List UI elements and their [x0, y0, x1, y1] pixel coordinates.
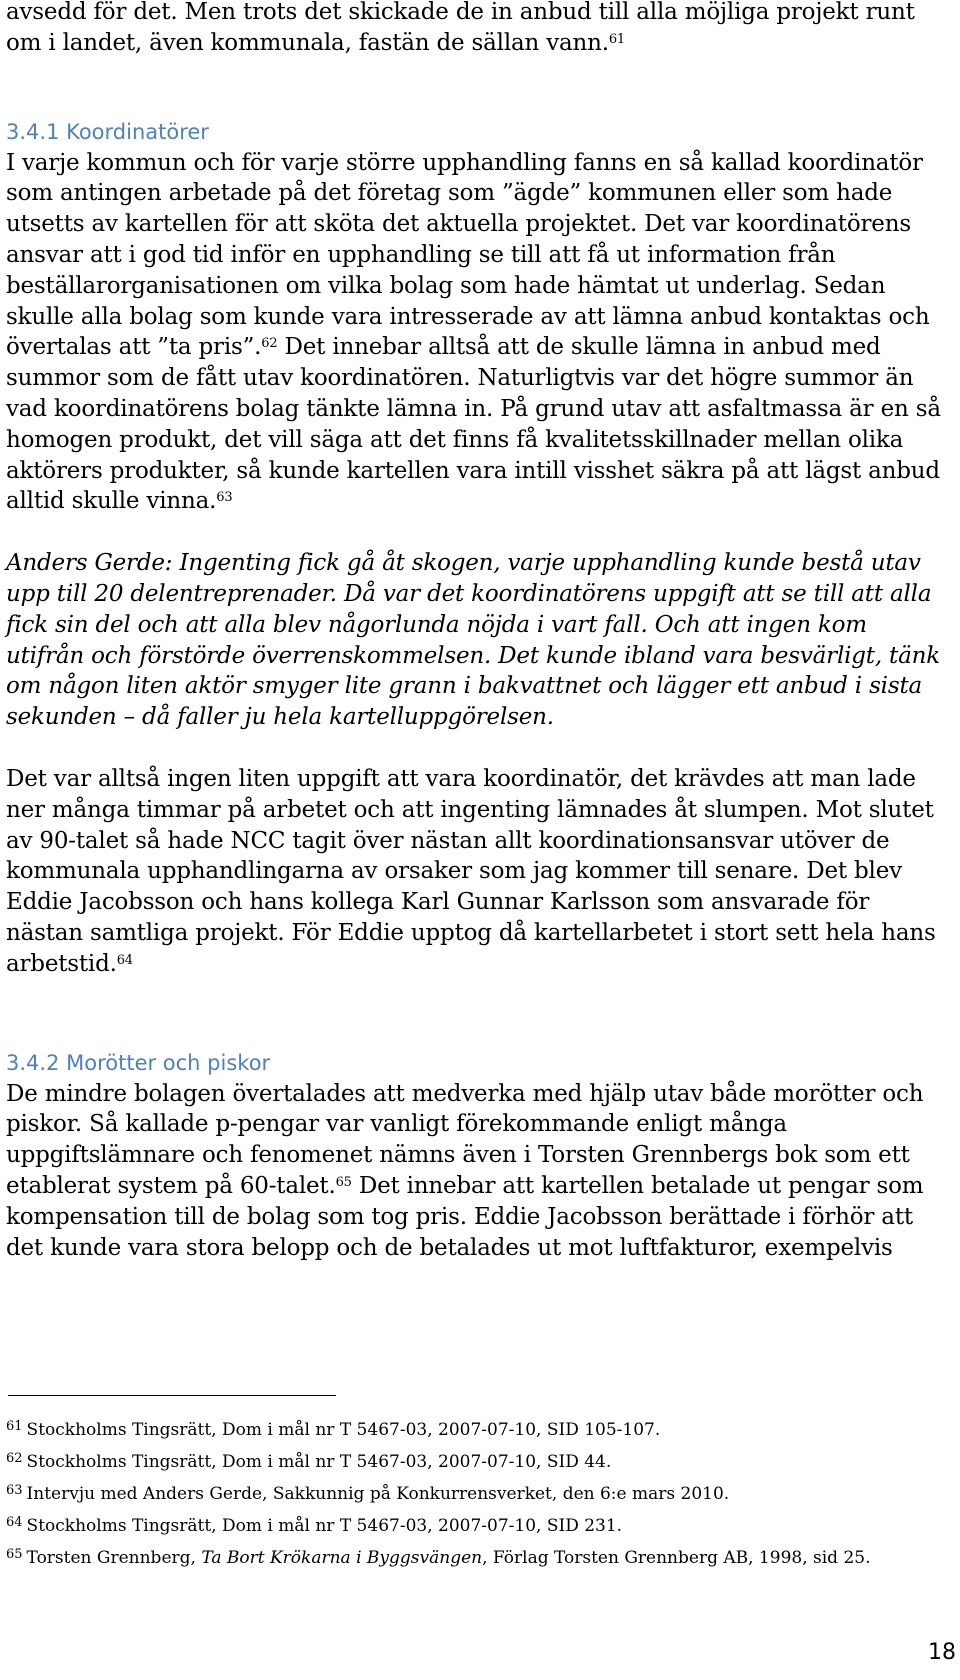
footnote-64: $^{64}$ Stockholms Tingsrätt, Dom i mål nr T 5467-03, 2007-07-10, SID 231. — [6, 1515, 623, 1536]
footnote-62: $^{62}$ Stockholms Tingsrätt, Dom i mål nr T 5467-03, 2007-07-10, SID 44. — [6, 1451, 612, 1472]
book-title: Ta Bort Krökarna i Byggsvängen — [201, 1548, 483, 1568]
section2-paragraph: De mindre bolagen övertalades att medverka med hjälp utav både morötter och piskor. Så kallade p-pengar var vanligt förekommande enligt många uppgiftslämnare och fenomenet nämns även i Torsten Grennbergs bok som ett etablerat system på 60-talet.$^{65}$ Det innebar att kartellen betalade ut pengar som kompensation till de bolag som tog pris. Eddie Jacobsson berättade i förhör att det kunde vara stora belopp och de betalades ut mot luftfakturor, exempelvis — [6, 1080, 924, 1261]
footnote-ref-63: 63 — [216, 490, 233, 506]
section-heading-koordinatorer: 3.4.1 Koordinatörer — [6, 119, 209, 144]
footnotes — [6, 1414, 936, 1574]
footnote-ref-65: 65 — [335, 1174, 352, 1190]
footnote-65: $^{65}$ Torsten Grennberg, Ta Bort Krökarna i Byggsvängen, Förlag Torsten Grennberg AB, 1998, sid 25. — [6, 1547, 871, 1568]
intro-paragraph — [6, 0, 950, 59]
footnote-63: $^{63}$ Intervju med Anders Gerde, Sakkunnig på Konkurrensverket, den 6:e mars 2010. — [6, 1483, 730, 1504]
interview-quote: Anders Gerde: Ingenting fick gå åt skogen, varje upphandling kunde bestå utav upp till 20 delentreprenader. Då var det koordinatörens uppgift att se till att alla fick sin del och att alla blev någorlunda nöjda i vart fall. Och att ingen kom utifrån och förstörde överrenskommelsen. Det kunde ibland vara besvärligt, tänk om någon liten aktör smyger lite grann i bakvattnet och lägger ett anbud i sista sekunden – då faller ju hela kartelluppgörelsen. — [6, 550, 940, 731]
footnote-ref-61: 61 — [608, 31, 626, 47]
page-number: 18 — [928, 1640, 956, 1665]
footnote-ref-62: 62 — [261, 336, 278, 352]
section-heading-morotter-och-piskor: 3.4.2 Morötter och piskor — [6, 1050, 271, 1075]
intro-line-1: avsedd för det. Men trots det skickade de in anbud till alla möjliga projekt runt — [6, 0, 915, 25]
footnote-61: $^{61}$ Stockholms Tingsrätt, Dom i mål nr T 5467-03, 2007-07-10, SID 105-107. — [6, 1419, 661, 1440]
intro-line-2: om i landet, även kommunala, fastän de sällan vann. — [6, 29, 609, 56]
footnote-separator — [8, 1395, 336, 1396]
document-page — [6, 0, 950, 1263]
section1-paragraph-2: Det var alltså ingen liten uppgift att vara koordinatör, det krävdes att man lade ner många timmar på arbetet och att ingenting lämnades åt slumpen. Mot slutet av 90-talet så hade NCC tagit över nästan allt koordinationsansvar utöver de kommunala upphandlingarna av orsaker som jag kommer till senare. Det blev Eddie Jacobsson och hans kollega Karl Gunnar Karlsson som ansvarade för nästan samtliga projekt. För Eddie upptog då kartellarbetet i stort sett hela hans arbetstid.$^{64}$ — [6, 765, 936, 977]
section1-paragraph-1: I varje kommun och för varje större upphandling fanns en så kallad koordinatör som antingen arbetade på det företag som ”ägde” kommunen eller som hade utsetts av kartellen för att sköta det aktuella projektet. Det var koordinatörens ansvar att i god tid inför en upphandling se till att få ut information från beställarorganisationen om vilka bolag som hade hämtat ut underlag. Sedan skulle alla bolag som kunde vara intresserade av att lämna anbud kontaktas och övertalas att ”ta pris”.$^{62}$ Det innebar alltså att de skulle lämna in anbud med summor som de fått utav koordinatören. Naturligtvis var det högre summor än vad koordinatörens bolag tänkte lämna in. På grund utav att asfaltmassa är en så homogen produkt, det vill säga att det finns få kvalitetsskillnader mellan olika aktörers produkter, så kunde kartellen vara intill visshet säkra på att lägst anbud alltid skulle vinna.$^{63}$ — [6, 149, 941, 515]
footnote-ref-64: 64 — [116, 952, 133, 968]
